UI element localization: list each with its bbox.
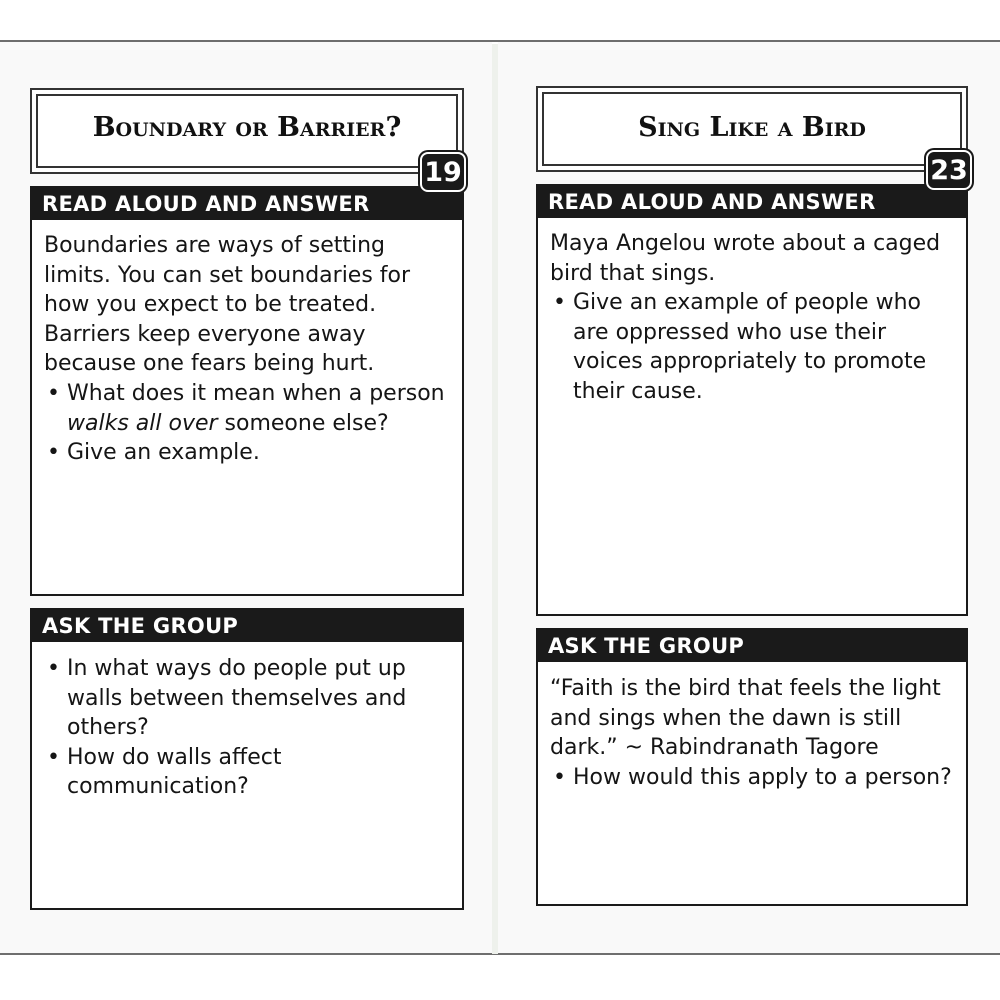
card-19-ask-group-body <box>44 654 454 802</box>
card-23-title-box <box>536 86 968 172</box>
bullet-text-post: someone else? <box>217 410 389 436</box>
card-19-ask-group-section <box>30 608 464 910</box>
list-item: • Give an example of people who are oppressed who use their voices appropriately to promote their cause. <box>550 288 958 406</box>
card-23-quote: “Faith is the bird that feels the light and sings when the dawn is still dark.” ~ Rabindranath Tagore <box>550 676 941 761</box>
card-19-read-aloud-header: READ ALOUD AND ANSWER <box>32 188 462 220</box>
bullet-text-emphasis: walks all over <box>67 410 218 436</box>
card-23-read-aloud-list <box>550 288 958 406</box>
card-19-read-aloud-list <box>44 379 454 468</box>
list-item <box>44 379 454 438</box>
card-19-read-aloud-paragraph: Boundaries are ways of setting limits. You can set boundaries for how you expect to be treated. <box>44 233 411 318</box>
card-19-read-aloud-section <box>30 186 464 596</box>
card-19-title: Boundary or Barrier? <box>92 112 402 143</box>
card-19-read-aloud-body <box>44 231 454 468</box>
list-item: • How would this apply to a person? <box>550 763 958 793</box>
card-23-ask-group-body <box>550 674 958 792</box>
card-19-read-aloud-paragraph: Barriers keep everyone away because one fears being hurt. <box>44 321 375 377</box>
card-23-read-aloud-paragraph: Maya Angelou wrote about a caged bird that sings. <box>550 231 941 286</box>
card-19-number-badge: 19 <box>420 152 466 192</box>
bullet-text-pre: What does it mean when a person <box>67 380 445 406</box>
card-19-ask-group-list <box>44 654 454 802</box>
card-23-ask-group-section <box>536 628 968 906</box>
list-item: • Give an example. <box>44 438 454 468</box>
card-19-ask-group-header: ASK THE GROUP <box>32 610 462 642</box>
card-23-ask-group-header: ASK THE GROUP <box>538 630 966 662</box>
card-23-ask-group-list <box>550 763 958 793</box>
list-item: • How do walls affect communication? <box>44 743 454 802</box>
card-23-number-badge: 23 <box>926 150 972 190</box>
card-19-title-box <box>30 88 464 174</box>
card-23-read-aloud-header: READ ALOUD AND ANSWER <box>538 186 966 218</box>
card-23-title: Sing Like a Bird <box>638 112 866 143</box>
list-item: • In what ways do people put up walls between themselves and others? <box>44 654 454 743</box>
bottom-rule <box>0 953 1000 955</box>
card-23-read-aloud-section <box>536 184 968 616</box>
card-23-read-aloud-body <box>550 229 958 407</box>
